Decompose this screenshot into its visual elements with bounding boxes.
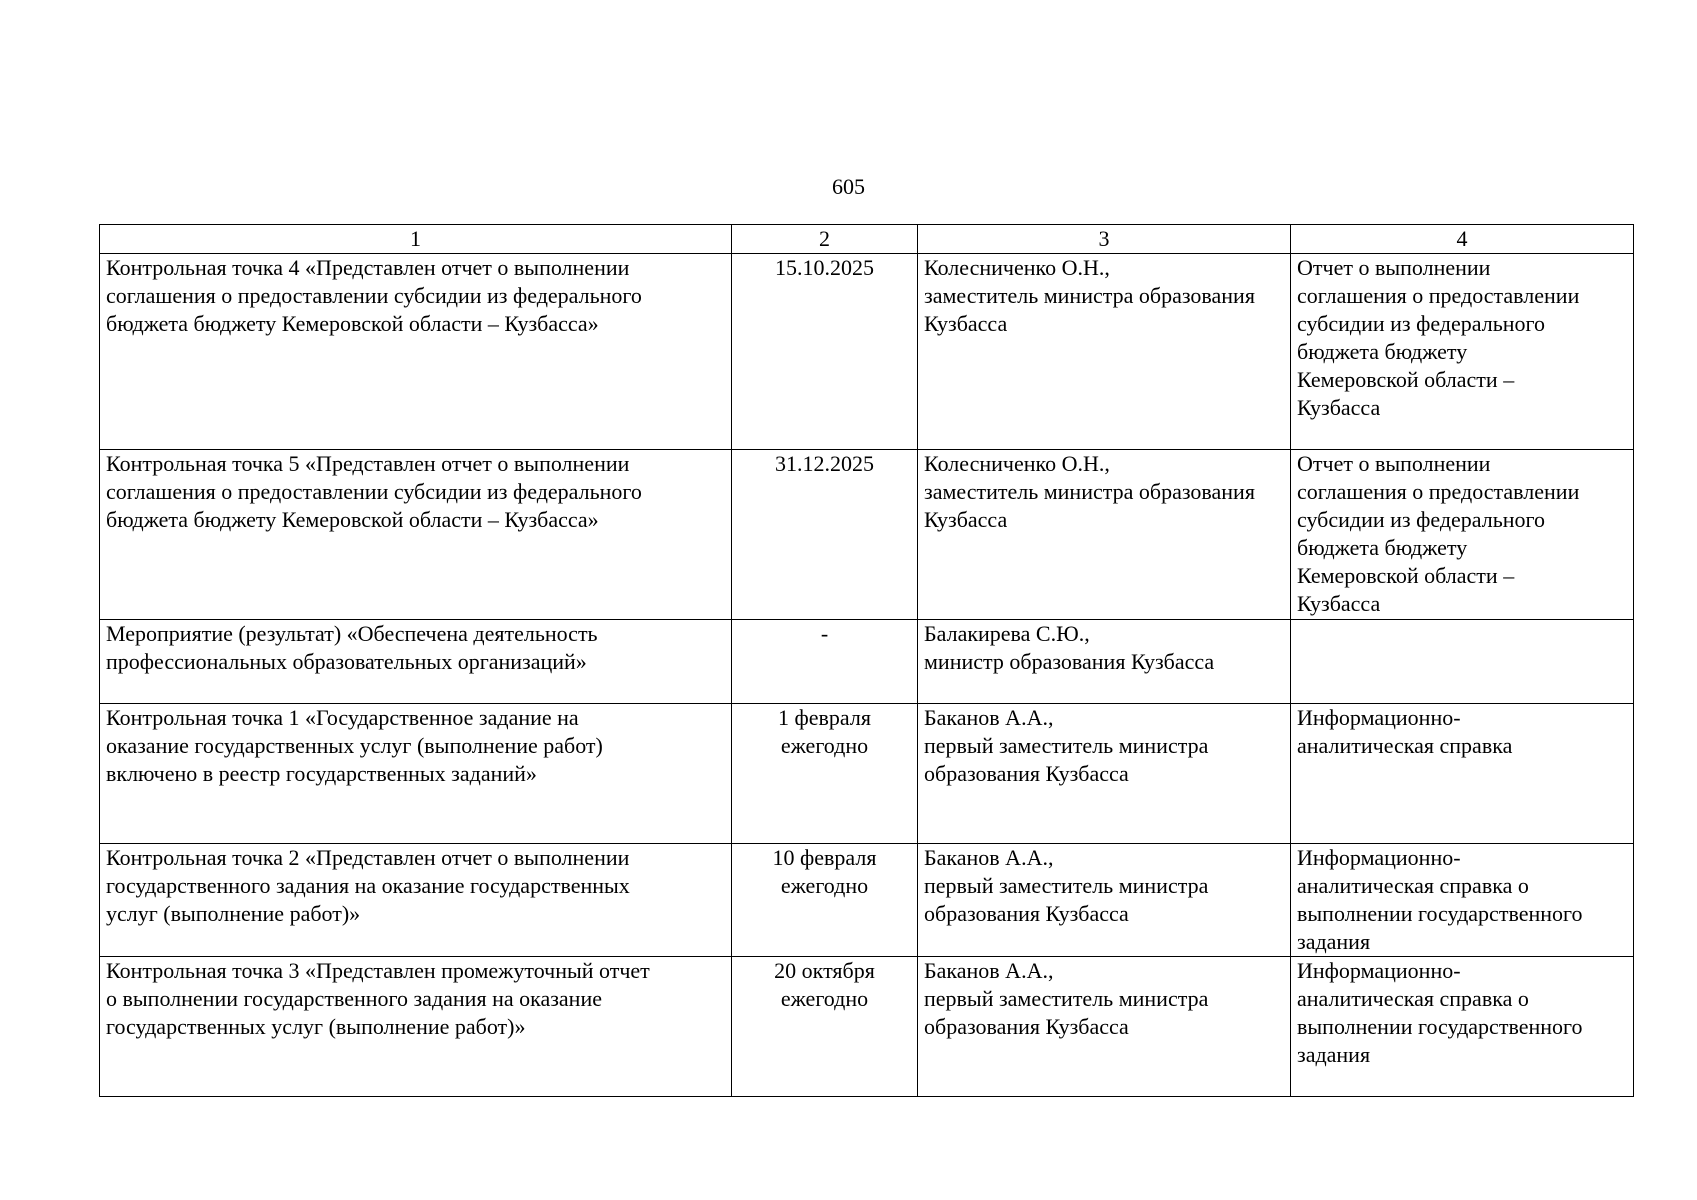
- cell-text-line: 31.12.2025: [775, 451, 874, 476]
- cell-text-line: государственных услуг (выполнение работ)»: [106, 1014, 526, 1039]
- table-cell-col4: [1291, 957, 1634, 1097]
- table-cell-col4: [1291, 844, 1634, 957]
- table-cell-col3: [918, 957, 1291, 1097]
- table-row: [100, 450, 1634, 620]
- table-row: [100, 957, 1634, 1097]
- cell-text-line: аналитическая справка о: [1297, 873, 1529, 898]
- table-header-row: [100, 225, 1634, 254]
- cell-text-line: бюджета бюджету Кемеровской области – Кузбасса»: [106, 311, 599, 336]
- cell-text-line: соглашения о предоставлении субсидии из федерального: [106, 479, 642, 504]
- column-header-2: 2: [732, 225, 918, 254]
- cell-text-line: -: [820, 621, 829, 646]
- table-cell-col3: [918, 450, 1291, 620]
- cell-text-line: выполнении государственного: [1297, 1014, 1583, 1039]
- table-cell-col3: [918, 844, 1291, 957]
- table-cell-col3: [918, 254, 1291, 450]
- table-cell-col1: [100, 450, 732, 620]
- cell-text-line: Кемеровской области –: [1297, 367, 1515, 392]
- table-row: [100, 844, 1634, 957]
- cell-text-line: Кузбасса: [924, 507, 1008, 532]
- cell-text-line: субсидии из федерального: [1297, 311, 1546, 336]
- cell-text-line: Баканов А.А.,: [924, 958, 1054, 983]
- cell-text-line: соглашения о предоставлении субсидии из федерального: [106, 283, 642, 308]
- column-header-1: 1: [100, 225, 732, 254]
- cell-text-line: Контрольная точка 5 «Представлен отчет о выполнении: [106, 451, 630, 476]
- table-cell-col2: [732, 704, 918, 844]
- cell-text-line: Информационно-: [1297, 705, 1461, 730]
- cell-text-line: Отчет о выполнении: [1297, 451, 1491, 476]
- page-number: 605: [832, 174, 865, 199]
- cell-text-line: бюджета бюджету Кемеровской области – Кузбасса»: [106, 507, 599, 532]
- table-cell-col2: [732, 450, 918, 620]
- cell-text-line: услуг (выполнение работ)»: [106, 901, 361, 926]
- cell-text-line: 1 февраля: [778, 705, 871, 730]
- table-cell-col2: [732, 254, 918, 450]
- cell-text-line: Контрольная точка 1 «Государственное задание на: [106, 705, 579, 730]
- cell-text-line: оказание государственных услуг (выполнение работ): [106, 733, 603, 758]
- cell-text-line: задания: [1297, 929, 1371, 954]
- cell-text-line: о выполнении государственного задания на оказание: [106, 986, 602, 1011]
- cell-text-line: аналитическая справка: [1297, 733, 1513, 758]
- cell-text-line: Контрольная точка 4 «Представлен отчет о выполнении: [106, 255, 630, 280]
- cell-text-line: образования Кузбасса: [924, 1014, 1129, 1039]
- table-row: [100, 620, 1634, 704]
- table-cell-col4: [1291, 254, 1634, 450]
- cell-text-line: министр образования Кузбасса: [924, 649, 1215, 674]
- table-cell-col3: [918, 704, 1291, 844]
- cell-text-line: Кузбасса: [924, 311, 1008, 336]
- cell-text-line: Колесниченко О.Н.,: [924, 255, 1110, 280]
- cell-text-line: ежегодно: [780, 986, 869, 1011]
- cell-text-line: соглашения о предоставлении: [1297, 479, 1580, 504]
- cell-text-line: Кузбасса: [1297, 591, 1381, 616]
- cell-text-line: ежегодно: [780, 733, 869, 758]
- cell-text-line: Кемеровской области –: [1297, 563, 1515, 588]
- cell-text-line: Информационно-: [1297, 845, 1461, 870]
- table-cell-col2: [732, 620, 918, 704]
- table-cell-col3: [918, 620, 1291, 704]
- cell-text-line: Контрольная точка 2 «Представлен отчет о выполнении: [106, 845, 630, 870]
- table-cell-col1: [100, 704, 732, 844]
- cell-text-line: Отчет о выполнении: [1297, 255, 1491, 280]
- cell-text-line: первый заместитель министра: [924, 873, 1209, 898]
- cell-text-line: государственного задания на оказание государственных: [106, 873, 630, 898]
- cell-text-line: Баканов А.А.,: [924, 845, 1054, 870]
- cell-text-line: 10 февраля: [772, 845, 877, 870]
- cell-text-line: 20 октября: [774, 958, 875, 983]
- cell-text-line: Мероприятие (результат) «Обеспечена деятельность: [106, 621, 598, 646]
- column-header-3: 3: [918, 225, 1291, 254]
- table-cell-col2: [732, 957, 918, 1097]
- column-header-4: 4: [1291, 225, 1634, 254]
- cell-text-line: Баканов А.А.,: [924, 705, 1054, 730]
- table-cell-col4: [1291, 620, 1634, 704]
- cell-text-line: заместитель министра образования: [924, 479, 1255, 504]
- cell-text-line: образования Кузбасса: [924, 901, 1129, 926]
- cell-text-line: бюджета бюджету: [1297, 535, 1468, 560]
- table-cell-col1: [100, 957, 732, 1097]
- cell-text-line: профессиональных образовательных организаций»: [106, 649, 587, 674]
- cell-text-line: заместитель министра образования: [924, 283, 1255, 308]
- table-cell-col4: [1291, 450, 1634, 620]
- cell-text-line: Кузбасса: [1297, 395, 1381, 420]
- cell-text-line: ежегодно: [780, 873, 869, 898]
- cell-text-line: включено в реестр государственных заданий»: [106, 761, 537, 786]
- cell-text-line: Колесниченко О.Н.,: [924, 451, 1110, 476]
- cell-text-line: соглашения о предоставлении: [1297, 283, 1580, 308]
- table-row: [100, 704, 1634, 844]
- cell-text-line: бюджета бюджету: [1297, 339, 1468, 364]
- cell-text-line: субсидии из федерального: [1297, 507, 1546, 532]
- cell-text-line: выполнении государственного: [1297, 901, 1583, 926]
- cell-text-line: Контрольная точка 3 «Представлен промежуточный отчет: [106, 958, 650, 983]
- control-points-table: [99, 224, 1634, 1097]
- cell-text-line: первый заместитель министра: [924, 986, 1209, 1011]
- cell-text-line: образования Кузбасса: [924, 761, 1129, 786]
- cell-text-line: 15.10.2025: [775, 255, 874, 280]
- table-cell-col1: [100, 620, 732, 704]
- table-cell-col4: [1291, 704, 1634, 844]
- table-cell-col1: [100, 844, 732, 957]
- cell-text-line: аналитическая справка о: [1297, 986, 1529, 1011]
- cell-text-line: задания: [1297, 1042, 1371, 1067]
- cell-text-line: первый заместитель министра: [924, 733, 1209, 758]
- table-cell-col1: [100, 254, 732, 450]
- cell-text-line: Балакирева С.Ю.,: [924, 621, 1090, 646]
- cell-text-line: Информационно-: [1297, 958, 1461, 983]
- table-row: [100, 254, 1634, 450]
- table-cell-col2: [732, 844, 918, 957]
